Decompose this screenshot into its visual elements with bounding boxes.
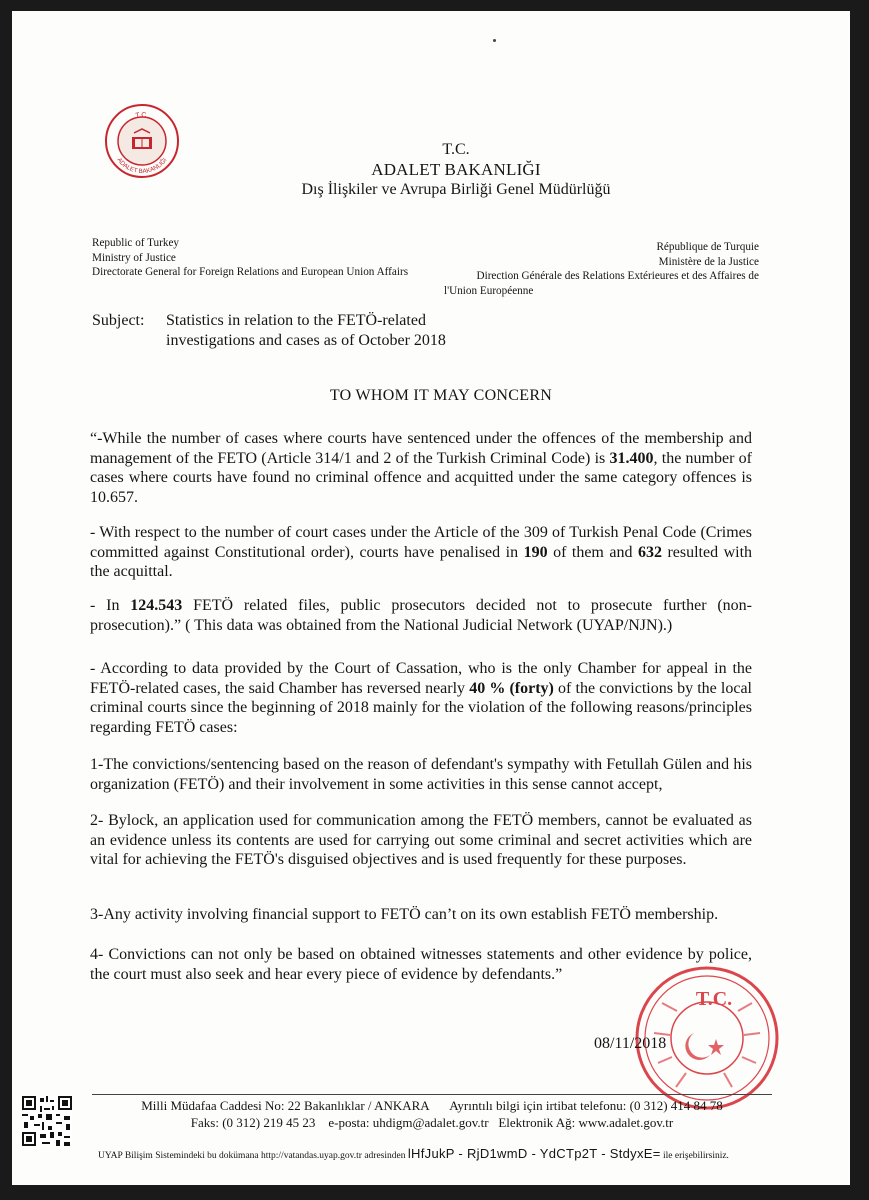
- header-line-1: T.C.: [442, 141, 470, 158]
- uyap-prefix: UYAP Bilişim Sistemindeki bu dokümana http://vatandas.uyap.gov.tr adresinden: [98, 1151, 406, 1161]
- footer-divider: [92, 1094, 772, 1095]
- logo-bottom-text: ADALET BAKANLIĞI: [115, 156, 169, 176]
- figure-acquittal: 632: [637, 543, 662, 561]
- seal-text: T.C.: [695, 988, 733, 1010]
- subject-label: Subject:: [92, 312, 145, 329]
- header-line-2: ADALET BAKANLIĞI: [371, 160, 541, 179]
- address-fr-line: Direction Générale des Relations Extérieures et des Affaires de: [476, 270, 759, 282]
- footer-email: e-posta: uhdigm@adalet.gov.tr: [328, 1115, 489, 1130]
- paragraph-principle-3: 3-Any activity involving financial support to FETÖ can’t on its own establish FETÖ membership.: [90, 906, 719, 923]
- subject-text: [166, 311, 446, 351]
- footer-phone: Ayrıntılı bilgi için irtibat telefonu: (0 312) 414 84 78: [449, 1098, 723, 1113]
- figure-convictions: 31.400: [609, 449, 654, 467]
- address-block-english: [92, 236, 408, 280]
- figure-files: 124.543: [130, 597, 183, 614]
- footer-uyap-line: [98, 1146, 729, 1161]
- text-span: , the number of cases where courts have found no criminal offence and acquitted under the same category offences is 10.657.: [90, 449, 753, 506]
- address-en-line: Ministry of Justice: [92, 251, 176, 264]
- paragraph-convictions: [90, 429, 752, 507]
- text-span: resulted with the acquittal.: [90, 543, 753, 580]
- document-page: [12, 11, 850, 1185]
- figure-penalised: 190: [523, 543, 548, 561]
- paragraph-principle-4: 4- Convictions can not only be based on obtained witnesses statements and other evidence by police, the court must also seek and hear every piece of evidence by defendants.”: [90, 946, 752, 983]
- footer-fax: Faks: (0 312) 219 45 23: [190, 1115, 316, 1130]
- text-span: - With respect to the number of court cases under the Article of the 309 of Turkish Penal Code (Crimes committed against Constitutional order), courts have penalised in: [90, 524, 752, 561]
- address-fr-line: l'Union Européenne: [444, 284, 534, 297]
- address-en-line: Directorate General for Foreign Relations and European Union Affairs: [92, 266, 409, 278]
- address-block-french: [434, 240, 759, 298]
- paragraph-principle-1: 1-The convictions/sentencing based on the reason of defendant's sympathy with Fetullah Gülen and his organization (FETÖ) and their involvement in some activities in this sense cannot accept,: [90, 756, 752, 793]
- text-span: of them and: [547, 543, 638, 561]
- subject-line-1: Statistics in relation to the FETÖ-related: [166, 312, 426, 329]
- paragraph-non-prosecution: [90, 596, 752, 635]
- footer-address: Milli Müdafaa Caddesi No: 22 Bakanlıklar / ANKARA: [141, 1098, 430, 1113]
- subject-line-2: investigations and cases as of October 2018: [166, 332, 446, 349]
- document-date: 08/11/2018: [594, 1035, 667, 1052]
- address-fr-line: République de Turquie: [656, 241, 759, 253]
- address-fr-line: Ministère de la Justice: [658, 255, 759, 268]
- uyap-access-code: lHfJukP - RjD1wmD - YdCTp2T - StdyxE=: [407, 1146, 661, 1161]
- text-span: of the convictions by the local criminal courts since the beginning of 2018 mainly for the violation of the following reasons/principles regarding FETÖ cases:: [90, 679, 753, 736]
- paragraph-article-309: [90, 523, 752, 582]
- subject-block: [92, 311, 446, 351]
- qr-code-icon: [22, 1096, 72, 1146]
- paragraph-principle-2: 2- Bylock, an application used for communication among the FETÖ members, cannot be evaluated as an evidence unless its contents are used for carrying out some criminal and secret activities which are vital for achieving the FETÖ's disguised objectives and is used frequently for these purposes.: [90, 812, 752, 868]
- figure-reversed: 40 % (forty): [469, 679, 554, 697]
- uyap-suffix: ile erişebilirsiniz.: [662, 1151, 729, 1161]
- logo-top-text: T.C.: [135, 111, 150, 120]
- footer-line-1: [92, 1098, 772, 1114]
- text-span: “-While the number of cases where courts have sentenced under the offences of the membership and management of the FETO (Article 314/1 and 2 of the Turkish Criminal Code) is: [90, 430, 752, 467]
- text-span: - In: [90, 597, 131, 614]
- paragraph-court-of-cassation: [90, 659, 752, 737]
- footer-web: Elektronik Ağ: www.adalet.gov.tr: [498, 1115, 674, 1130]
- speck: [493, 39, 496, 42]
- footer-line-2: [92, 1115, 772, 1131]
- header-line-3: Dış İlişkiler ve Avrupa Birliği Genel Müdürlüğü: [301, 181, 611, 198]
- salutation: TO WHOM IT MAY CONCERN: [329, 387, 553, 404]
- text-span: FETÖ related files, public prosecutors decided not to prosecute further (non-prosecution).” ( This data was obtained from the National Judicial Network (UYAP/NJN).): [90, 597, 753, 634]
- svg-text:T.C.: [135, 112, 149, 120]
- address-en-line: Republic of Turkey: [92, 237, 180, 249]
- text-span: - According to data provided by the Court of Cassation, who is the only Chamber for appeal in the FETÖ-related cases, the said Chamber has reversed nearly: [90, 660, 752, 697]
